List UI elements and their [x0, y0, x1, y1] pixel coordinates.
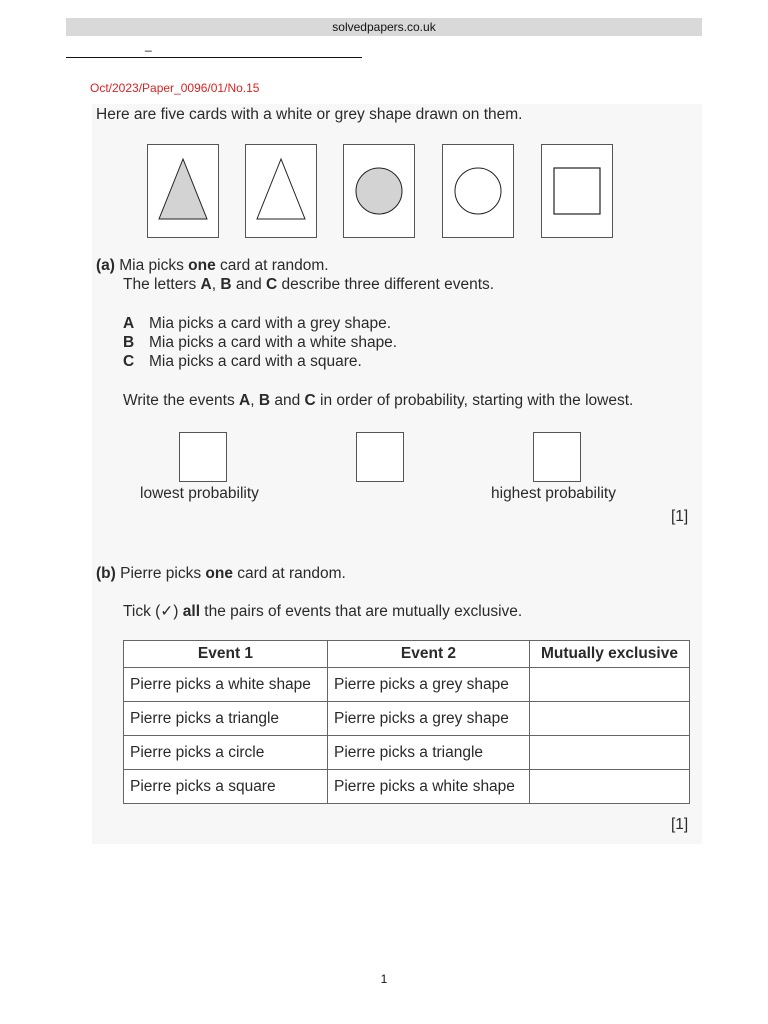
event-text: Mia picks a card with a white shape.	[149, 334, 398, 351]
question-reference: Oct/2023/Paper_0096/01/No.15	[90, 81, 260, 95]
header-rule	[66, 57, 362, 58]
table-row	[124, 702, 690, 736]
event-b	[123, 334, 397, 352]
part-a-line1-bold: one	[188, 257, 216, 274]
part-b-line1	[96, 565, 346, 583]
letter-b: B	[220, 276, 232, 293]
tick-cell[interactable]	[530, 668, 690, 702]
table-row	[124, 736, 690, 770]
tick-cell[interactable]	[530, 770, 690, 804]
tick-instruction-text: Tick (✓)	[123, 603, 183, 620]
part-a-label: (a)	[96, 257, 115, 274]
instruction-text-end: in order of probability, starting with the lowest.	[315, 392, 634, 409]
part-b-line1-text-end: card at random.	[232, 565, 346, 582]
card-grey-circle	[343, 144, 415, 238]
separator: ,	[211, 276, 221, 293]
event-text: Mia picks a card with a grey shape.	[149, 315, 392, 332]
event-2-cell: Pierre picks a triangle	[328, 736, 530, 770]
event-letter: B	[123, 334, 135, 351]
tick-instruction-bold: all	[182, 603, 200, 620]
white-square-icon	[542, 145, 612, 237]
event-2-cell: Pierre picks a grey shape	[328, 668, 530, 702]
card-white-triangle	[245, 144, 317, 238]
letter-c: C	[304, 392, 316, 409]
event-1-cell: Pierre picks a white shape	[124, 668, 328, 702]
lowest-probability-label: lowest probability	[140, 485, 259, 502]
letter-b: B	[258, 392, 271, 409]
mutually-exclusive-table	[123, 640, 690, 804]
answer-box-2[interactable]	[356, 432, 404, 482]
part-b-label: (b)	[96, 565, 116, 582]
event-a	[123, 315, 391, 333]
conjunction: and	[270, 392, 305, 409]
white-triangle-icon	[246, 145, 316, 237]
event-letter: C	[123, 353, 135, 370]
site-header-bar	[66, 18, 702, 36]
card-white-square	[541, 144, 613, 238]
page-number: 1	[380, 972, 388, 986]
intro-text: Here are five cards with a white or grey shape drawn on them.	[96, 106, 523, 123]
separator: ,	[250, 392, 259, 409]
site-name: solvedpapers.co.uk	[332, 20, 436, 34]
column-header-event-1: Event 1	[124, 641, 328, 668]
part-b-line1-text: Pierre picks	[120, 565, 206, 582]
part-a-marks: [1]	[671, 508, 689, 525]
letter-a: A	[239, 392, 251, 409]
part-b-marks: [1]	[671, 816, 689, 833]
event-c	[123, 353, 362, 371]
column-header-mutually-exclusive: Mutually exclusive	[530, 641, 690, 668]
part-a-instruction	[123, 392, 633, 410]
tick-cell[interactable]	[530, 736, 690, 770]
event-text: Mia picks a card with a square.	[149, 353, 362, 370]
table-row	[124, 770, 690, 804]
header-dash: _	[145, 38, 152, 52]
grey-triangle-icon	[148, 145, 218, 237]
answer-box-1[interactable]	[179, 432, 227, 482]
white-circle-icon	[443, 145, 513, 237]
highest-probability-label: highest probability	[491, 485, 616, 502]
letter-a: A	[200, 276, 212, 293]
part-a-line2-text-end: describe three different events.	[277, 276, 495, 293]
event-1-cell: Pierre picks a triangle	[124, 702, 328, 736]
instruction-text: Write the events	[123, 392, 240, 409]
part-b-line1-bold: one	[205, 565, 233, 582]
part-a-line1-text: Mia picks	[119, 257, 189, 274]
event-1-cell: Pierre picks a square	[124, 770, 328, 804]
table-header-row	[124, 641, 690, 668]
grey-circle-icon	[344, 145, 414, 237]
event-letter: A	[123, 315, 135, 332]
conjunction: and	[231, 276, 267, 293]
event-2-cell: Pierre picks a grey shape	[328, 702, 530, 736]
letter-c: C	[266, 276, 278, 293]
part-a-line2-text: The letters	[123, 276, 201, 293]
table-row	[124, 668, 690, 702]
tick-instruction-text-end: the pairs of events that are mutually exclusive.	[200, 603, 523, 620]
tick-cell[interactable]	[530, 702, 690, 736]
card-white-circle	[442, 144, 514, 238]
event-1-cell: Pierre picks a circle	[124, 736, 328, 770]
part-a-line1-text-end: card at random.	[215, 257, 329, 274]
answer-box-3[interactable]	[533, 432, 581, 482]
event-2-cell: Pierre picks a white shape	[328, 770, 530, 804]
card-grey-triangle	[147, 144, 219, 238]
column-header-event-2: Event 2	[328, 641, 530, 668]
part-a-line1	[96, 257, 329, 275]
part-a-line2	[123, 276, 494, 294]
part-b-tick-instruction	[123, 602, 522, 621]
